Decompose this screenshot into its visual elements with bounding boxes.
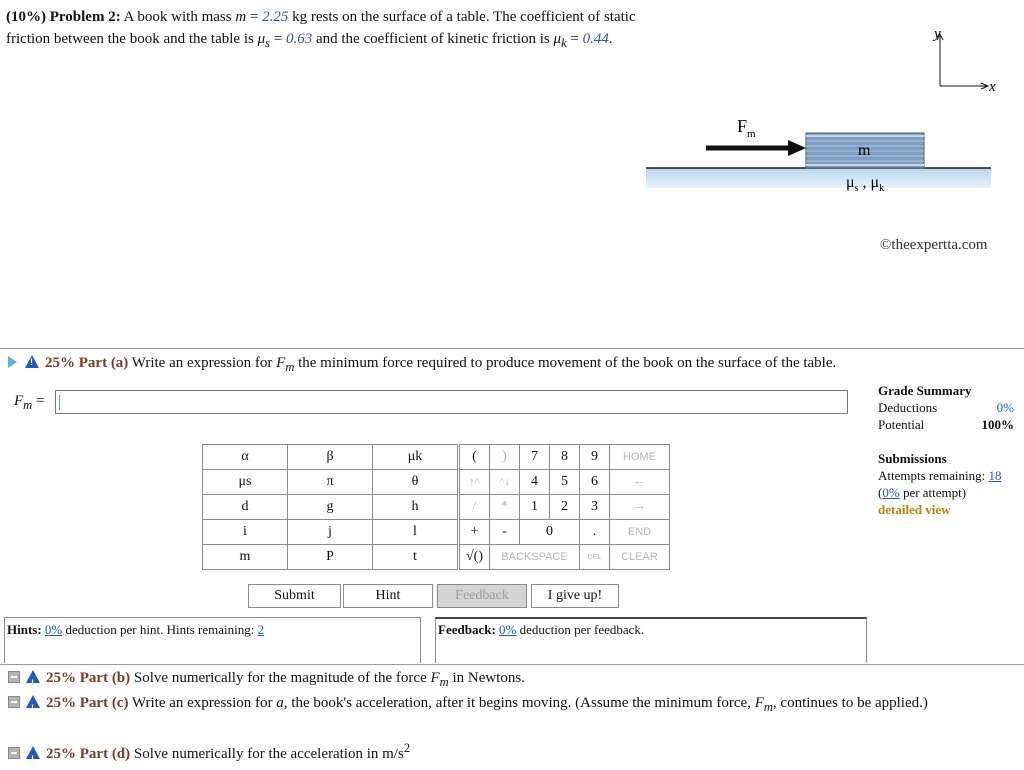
warning-icon — [26, 746, 40, 759]
part-c-header[interactable]: !25% Part (c) Write an expression for a, the book's acceleration, after it begins moving. (Assume the minimum force, $F_m$, continues to be applied.) — [8, 692, 1008, 718]
answer-input-label: $F_m$ = — [14, 393, 45, 412]
key-right-arrow[interactable]: → — [610, 495, 670, 520]
key-l[interactable]: l — [373, 520, 458, 545]
attempts-remaining-link[interactable]: 18 — [988, 468, 1002, 483]
force-label: $F_m$ — [737, 116, 756, 140]
key-0[interactable]: 0 — [520, 520, 580, 545]
mass-value: 2.25 — [262, 9, 289, 25]
key-t[interactable]: t — [373, 545, 458, 570]
x-axis-label: x — [989, 79, 996, 95]
deductions-value: 0% — [996, 400, 1014, 415]
key-end[interactable]: END — [610, 520, 670, 545]
part-a-label: 25% Part (a) — [45, 355, 129, 371]
key-theta[interactable]: θ — [373, 470, 458, 495]
key-1[interactable]: 1 — [520, 495, 550, 520]
warning-icon — [26, 695, 40, 708]
key-9[interactable]: 9 — [580, 445, 610, 470]
key-g[interactable]: g — [288, 495, 373, 520]
key-star[interactable]: * — [490, 495, 520, 520]
key-beta[interactable]: β — [288, 445, 373, 470]
part-c-label: 25% Part (c) — [46, 695, 129, 711]
kinetic-friction-value: 0.44 — [582, 31, 609, 47]
book-on-table-figure — [640, 108, 1000, 208]
key-8[interactable]: 8 — [550, 445, 580, 470]
key-backspace[interactable]: BACKSPACE — [490, 545, 580, 570]
book-block — [806, 133, 924, 168]
potential-value: 100% — [981, 417, 1014, 432]
part-d-header[interactable]: !25% Part (d) Solve numerically for the acceleration in $m/s^2$ — [8, 737, 410, 765]
hint-deduction-link[interactable]: 0% — [44, 622, 63, 637]
part-b-header[interactable]: !25% Part (b) Solve numerically for the magnitude of the force $F_m$ in Newtons. — [8, 667, 525, 693]
static-friction-value: 0.63 — [285, 31, 313, 47]
key-3[interactable]: 3 — [580, 495, 610, 520]
collapsed-icon[interactable] — [8, 747, 20, 759]
collapsed-icon[interactable] — [8, 696, 20, 708]
hint-button[interactable]: Hint — [343, 584, 433, 608]
expand-arrow-icon[interactable] — [8, 356, 17, 368]
give-up-button[interactable]: I give up! — [531, 584, 619, 608]
key-m[interactable]: m — [203, 545, 288, 570]
key-d[interactable]: d — [203, 495, 288, 520]
key-h[interactable]: h — [373, 495, 458, 520]
key-alpha[interactable]: α — [203, 445, 288, 470]
submit-button[interactable]: Submit — [248, 584, 341, 608]
key-mu-k[interactable]: μk — [373, 445, 458, 470]
key-4[interactable]: 4 — [520, 470, 550, 495]
key-pi[interactable]: π — [288, 470, 373, 495]
key-j[interactable]: j — [288, 520, 373, 545]
key-home[interactable]: HOME — [610, 445, 670, 470]
key-dot[interactable]: . — [580, 520, 610, 545]
per-attempt-link[interactable]: 0% — [882, 485, 900, 500]
part-d-label: 25% Part (d) — [46, 746, 131, 762]
friction-label: $\mu_s$ , $\mu_k$ — [846, 174, 885, 194]
key-down-arrow[interactable]: ^↓ — [490, 470, 520, 495]
key-p[interactable]: P — [288, 545, 373, 570]
key-sqrt[interactable]: √() — [460, 545, 490, 570]
key-open-paren[interactable]: ( — [460, 445, 490, 470]
problem-statement: (10%) Problem 2: A book with mass m = 2.25 kg rests on the surface of a table. The coefficient of static friction between the book and the table is $\mu_s = 0.63$ and the coefficient of kinetic friction is $\mu_k = 0.44$. — [6, 9, 636, 50]
key-mu-s[interactable]: μs — [203, 470, 288, 495]
key-up-arrow[interactable]: ↑^ — [460, 470, 490, 495]
part-b-label: 25% Part (b) — [46, 670, 131, 686]
key-i[interactable]: i — [203, 520, 288, 545]
part-a-header[interactable]: !25% Part (a) Write an expression for $F_m$ the minimum force required to produce movement of the book on the surface of the table. — [8, 355, 836, 375]
key-left-arrow[interactable]: ← — [610, 470, 670, 495]
y-axis-label: y — [934, 26, 941, 42]
hints-remaining-link[interactable]: 2 — [257, 622, 265, 637]
number-keypad — [459, 444, 670, 570]
submissions-title: Submissions — [878, 451, 947, 466]
warning-icon — [26, 670, 40, 683]
grade-summary-title: Grade Summary — [878, 383, 972, 398]
key-plus[interactable]: + — [460, 520, 490, 545]
symbol-keypad — [202, 444, 458, 570]
grade-summary: Grade Summary Deductions 0% Potential 100% Submissions Attempts remaining: 18 (0% per attempt) detailed view — [878, 383, 1014, 517]
warning-icon — [25, 355, 39, 368]
key-5[interactable]: 5 — [550, 470, 580, 495]
collapsed-icon[interactable] — [8, 671, 20, 683]
force-arrow — [706, 140, 806, 156]
key-slash[interactable]: / — [460, 495, 490, 520]
problem-number: (10%) Problem 2: — [6, 9, 121, 25]
coordinate-axes-icon — [925, 26, 1005, 96]
key-6[interactable]: 6 — [580, 470, 610, 495]
key-7[interactable]: 7 — [520, 445, 550, 470]
feedback-panel: Feedback: 0% deduction per feedback. — [435, 617, 867, 663]
key-clear[interactable]: CLEAR — [610, 545, 670, 570]
key-close-paren[interactable]: ) — [490, 445, 520, 470]
block-label: m — [858, 142, 871, 159]
detailed-view-link[interactable]: detailed view — [878, 502, 951, 517]
table-surface — [646, 168, 991, 188]
hints-panel: Hints: 0% deduction per hint. Hints remaining: 2 — [4, 617, 421, 663]
feedback-deduction-link[interactable]: 0% — [499, 622, 517, 637]
copyright-text: ©theexpertta.com — [880, 237, 988, 253]
key-del[interactable]: DEL — [580, 545, 610, 570]
key-minus[interactable]: - — [490, 520, 520, 545]
key-2[interactable]: 2 — [550, 495, 580, 520]
feedback-button[interactable]: Feedback — [437, 584, 527, 608]
answer-input[interactable] — [55, 390, 848, 414]
